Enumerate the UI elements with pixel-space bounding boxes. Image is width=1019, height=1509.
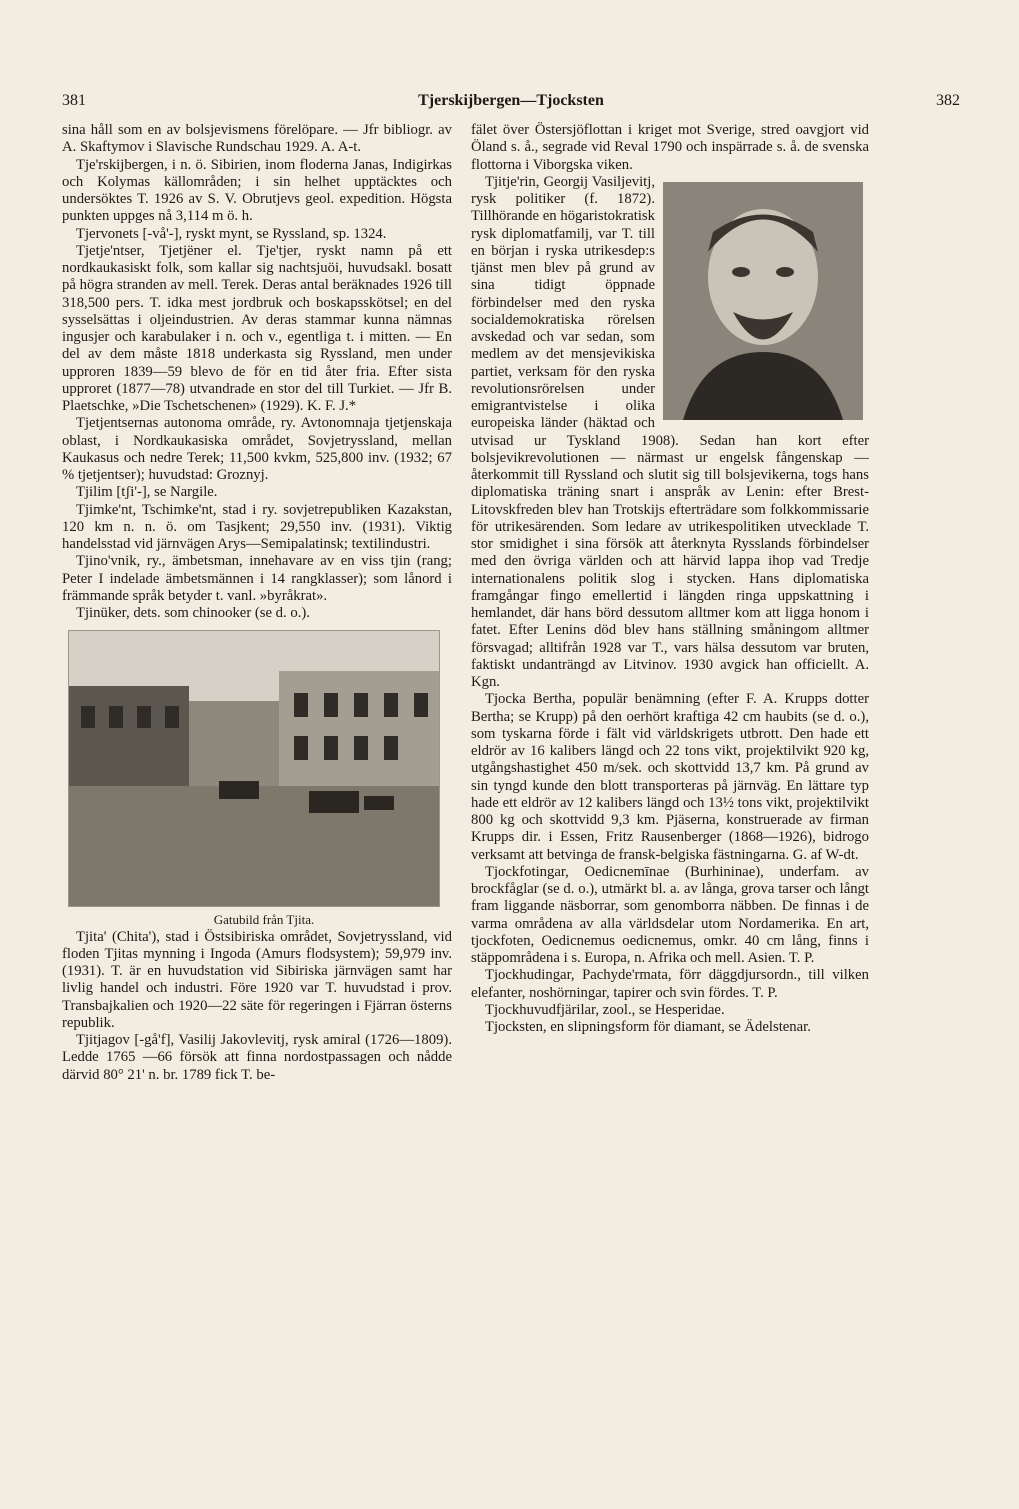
running-title: Tjerskijbergen—Tjocksten (418, 92, 604, 109)
entry-tjita: Tjita' (Chita'), stad i Östsibiriska området, Sovjetryssland, vid floden Tjitas mynning i Ingoda (Amurs flodsystem); 59,979 inv. (1931). T. är en huvudstation vid Sibiriska järnvägen samt har livlig handel och industri. Före 1920 var T. huvudstad i prov. Transbajkalien och 1920—22 säte för regeringen i Fjärran österns republik. (62, 928, 452, 1031)
photo-caption: Gatubild från Tjita. (213, 912, 315, 928)
left-column (62, 122, 452, 1442)
page-number-left: 381 (62, 92, 86, 109)
entry-tjockhuvudfjarilar: Tjockhuvudfjärilar, zool., se Hesperidae. (485, 1001, 725, 1018)
entry-tjinuker: Tjinüker, dets. som chinooker (se d. o.). (76, 605, 310, 621)
entry-tjitjagov: Tjitjagov [-gå'f], Vasilij Jakovlevitj, rysk amiral (1726—1809). Ledde 1765 —66 försök att finna nordostpassagen och nådde därvid 80° 21' n. br. 1789 fick T. be- (62, 1032, 452, 1083)
entry-tjetjentsernas-omrade: Tjetjentsernas autonoma område, ry. Avtonomnaja tjetjenskaja oblast, i Nordkaukasiska området, Sovjetryssland, mellan Kaukasus och nedre Terek; 11,500 kvkm, 525,800 inv. (1932; 67 % tjetjentser); huvudstad: Groznyj. (62, 415, 452, 483)
entry-tjitjerin: Tjitje'rin, Georgij Vasiljevitj, rysk politiker (f. 1872). Tillhörande en högaristokratisk rysk diplomatfamilj, var T. till en början i ryska utrikesdep:s tjänst men blev på grund av sina tidigt öppnade förbindelser med den ryska socialdemokratiska rörelsen avskedad och var sedan, som medlem av det mensjevikiska partiet, verksam för den ryska revolutionsrörelsen under emigrantvistelse i olika europeiska länder (häktad och utvisad ur Tyskland 1908). Sedan han kort efter bolsjevikrevolutionen — närmast ur engelsk fångenskap — återkommit till Ryssland och slutit sig till bolsjevikerna, togs hans diplomatiska träning snart i anspråk av Lenin: efter Brest-Litovskfreden blev han Trotskijs efterträdare som folkkommissarie för utrikesärenden. Som ledare av utrikespolitiken utvecklade T. stor smidighet i sina försök att återknyta Rysslands förbindelser med den övriga världen och att härvid lappa ihop vad Tredje internationalens politik slog i stycken. Hans diplomatiska framgångar fingo emellertid i längden ringa uppskattning i hemlandet, där hans börd dessutom alltmer kom att ligga honom i fatet. Efter Lenins död blev hans ställning småningom alltmer försvagad; alltifrån 1928 var T., vars hälsa dessutom var bruten, faktiskt undanträngd av Litvinov. 1930 avgick han officiellt. A. Kgn. (471, 173, 869, 690)
entry-tjinovnik: Tjino'vnik, ry., ämbetsman, innehavare av en viss tjin (rang; Peter I indelade ämbetsmännen i 14 rangklasser); som lånord i främmande språk betyder t. vanl. »byråkrat». (62, 553, 452, 604)
street-photo-tjita (68, 630, 440, 907)
entry-tjocksten: Tjocksten, en slipningsform för diamant, se Ädelstenar. (485, 1019, 811, 1035)
entry-continuation: fälet över Östersjöflottan i kriget mot Sverige, stred oavgjort vid Öland s. å., segrade vid Reval 1790 och inspärrade s. å. de svenska flottorna i Viborgska viken. (471, 122, 869, 173)
page-header (62, 92, 960, 122)
page-number-right: 382 (936, 92, 960, 109)
entry-tjimkent: Tjimke'nt, Tschimke'nt, stad i ry. sovjetrepubliken Kazakstan, 120 km n. n. ö. om Tasjkent; 29,550 inv. (1931). Viktig handelsstad vid järnvägen Arys—Semipalatinsk; textilindustri. (62, 501, 452, 552)
portrait-tjitjerin (663, 182, 863, 420)
entry-tjockhudingar: Tjockhudingar, Pachyde'rmata, förr däggdjursordn., till vilken elefanter, noshörningar, tapirer och svin fördes. T. P. (471, 967, 869, 1001)
entry-paragraph: sina håll som en av bolsjevismens förelöpare. — Jfr bibliogr. av A. Skaftymov i Slavische Rundschau 1929. A. A-t. (62, 122, 452, 156)
entry-tjervonets: Tjervonets [-vå'-], ryskt mynt, se Ryssland, sp. 1324. (76, 225, 387, 242)
entry-tjetjentser: Tjetje'ntser, Tjetjëner el. Tje'tjer, ryskt namn på ett nordkaukasiskt folk, som kallar sig nachtsjuöi, huvudsakl. bosatt på högra stranden av mell. Terek. Deras antal beräknades 1926 till 318,500 pers. T. idka mest jordbruk och boskapsskötsel; en del sysselsättas i oljeindustrien. Av deras stammar kunna nämnas ingusjer och karabulaker i n. och v., egentliga t. i mitten. — En del av dem måste 1818 underkasta sig Ryssland, men under upproren 1839—59 blevo de för en tid åter fria. Efter sista upproret (1877—78) utvandrade en stor del till Turkiet. — Jfr B. Plaetschke, »Die Tschetschenen» (1929). K. F. J.* (62, 242, 452, 414)
entry-tjocka-bertha: Tjocka Bertha, populär benämning (efter F. A. Krupps dotter Bertha; se Krupp) på den oerhört kraftiga 42 cm haubits (se d. o.), som tyskarna förde i fält vid världskrigets utbrott. Den hade ett eldrör av 16 kalibers längd och 22 tons vikt, projektilvikt 920 kg, utgångshastighet 450 m/sek. och skottvidd 13,7 km. På grund av sin tyngd kunde den blott transporteras på järnväg. En lättare typ hade ett eldrör av 12 kalibers längd och 13½ tons vikt, projektilvikt 800 kg och skottvidd 9,3 km. Pjäserna, konstruerade av firman Krupps dir. i Essen, Fritz Rausenberger (1868—1926), bidrogo verksamt att betvinga de fransk-belgiska fästningarna. G. af W-dt. (471, 691, 869, 863)
entry-tjerskijbergen: Tje'rskijbergen, i n. ö. Sibirien, inom floderna Janas, Indigirkas och Kolymas källområden; i sin helhet upptäcktes och undersöktes T. 1926 av S. V. Obrutjevs geol. expedition. Högsta punkten uppges nå 3,114 m ö. h. (62, 156, 452, 225)
street-scene-illustration (69, 631, 439, 906)
entry-tjockfotingar: Tjockfotingar, Oedicnemīnae (Burhininae), underfam. av brockfåglar (se d. o.), utmärkt bl. a. av långa, grova tarser och långt fram liggande näsborrar, som genomborra näbben. De finnas i de varma områdena av alla världsdelar utom Nordamerika. En art, tjockfoten, Oedicnemus oedicnemus, omkr. 40 cm lång, finns i stäppområdena i s. Europa, n. Afrika och mell. Asien. T. P. (471, 863, 869, 966)
portrait-illustration (663, 182, 863, 420)
right-column (471, 122, 869, 1442)
entry-tjilim: Tjilim [tʃi'-], se Nargile. (76, 484, 218, 501)
